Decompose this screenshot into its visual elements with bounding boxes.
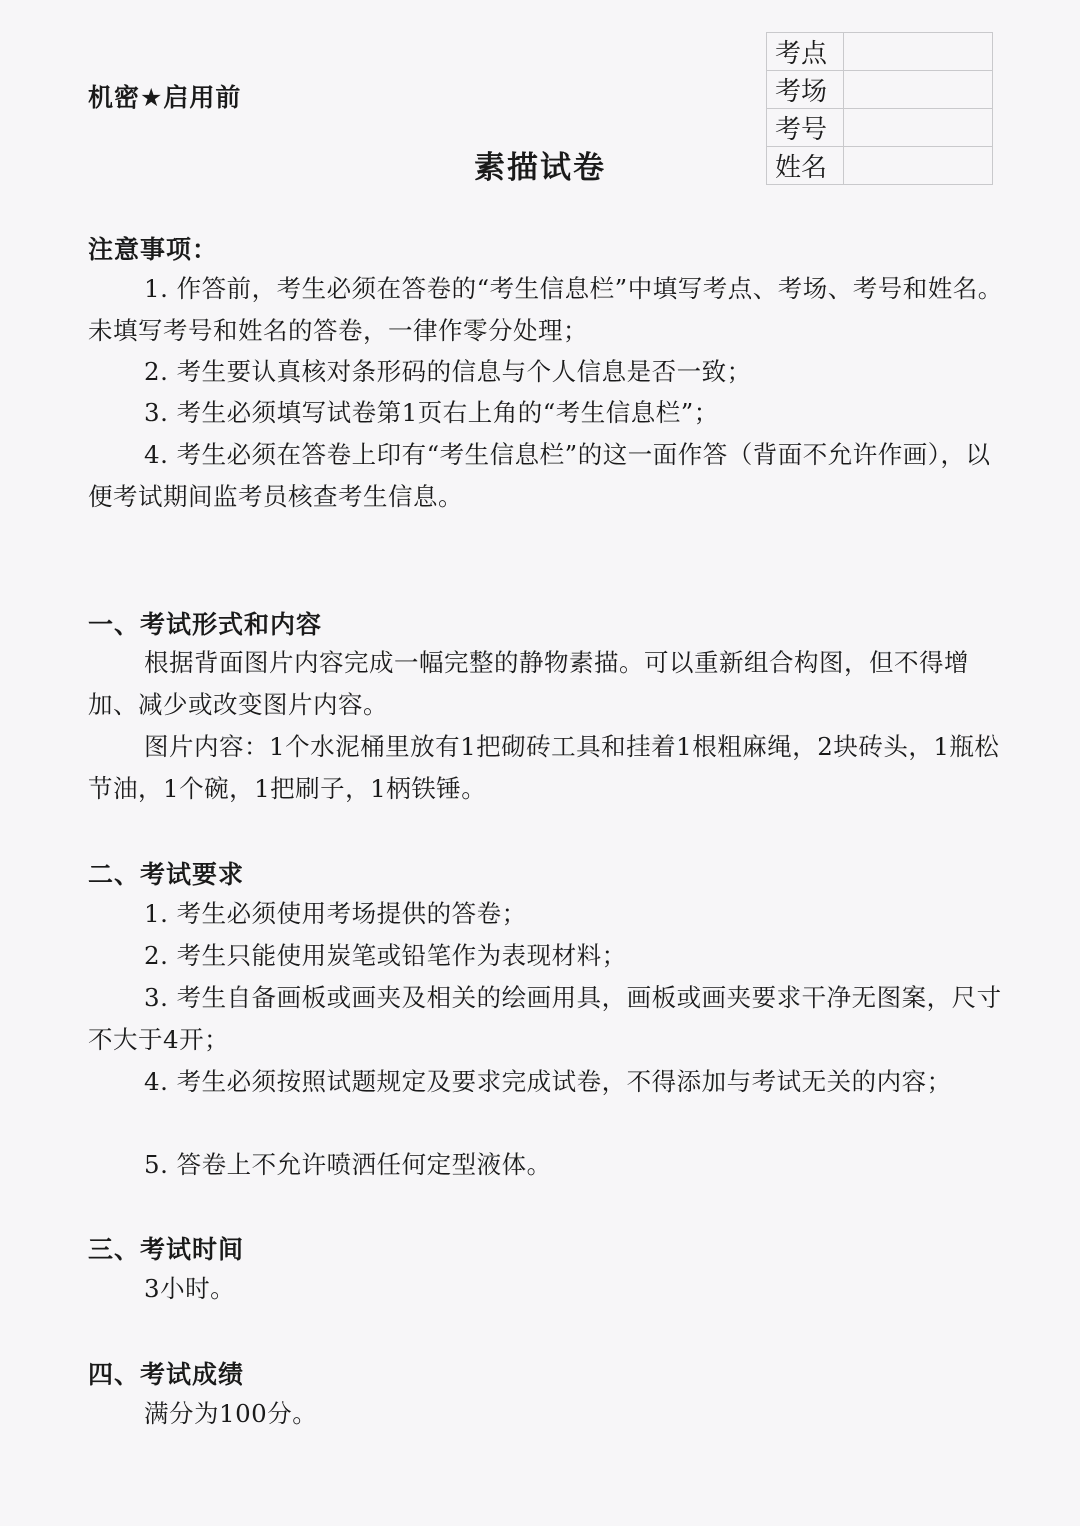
requirement-item: 5. 答卷上不允许喷洒任何定型液体。 (144, 1150, 552, 1179)
info-row-exam-number (767, 109, 993, 147)
requirement-item: 4. 考生必须按照试题规定及要求完成试卷，不得添加与考试无关的内容； (144, 1067, 952, 1096)
exam-site-field (844, 33, 993, 71)
info-row-exam-room (767, 71, 993, 109)
note-item: 3. 考生必须填写试卷第1页右上角的“考生信息栏”； (144, 398, 719, 427)
requirement-item: 2. 考生只能使用炭笔或铅笔作为表现材料； (144, 941, 627, 970)
section-paragraph: 根据背面图片内容完成一幅完整的静物素描。可以重新组合构图，但不得增加、减少或改变图片内容。 (88, 648, 969, 719)
full-score: 满分为100分。 (144, 1399, 318, 1428)
section-heading: 二、考试要求 (88, 860, 245, 889)
section-heading: 一、考试形式和内容 (88, 610, 323, 639)
notes-heading: 注意事项： (88, 235, 219, 264)
exam-number-field (844, 109, 993, 147)
section-paragraph: 图片内容：1个水泥桶里放有1把砌砖工具和挂着1根粗麻绳，2块砖头，1瓶松节油，1个碗，1把刷子，1柄铁锤。 (88, 732, 1000, 803)
info-label: 考点 (767, 33, 844, 71)
requirement-item: 3. 考生自备画板或画夹及相关的绘画用具，画板或画夹要求干净无图案，尺寸不大于4开； (88, 983, 1002, 1054)
page-title: 素描试卷 (474, 150, 606, 186)
note-item: 4. 考生必须在答卷上印有“考生信息栏”的这一面作答（背面不允许作画），以便考试期间监考员核查考生信息。 (88, 440, 991, 511)
info-label: 姓名 (767, 147, 844, 185)
info-label: 考号 (767, 109, 844, 147)
section-heading: 三、考试时间 (88, 1235, 245, 1264)
exam-duration: 3小时。 (144, 1274, 236, 1303)
confidential-mark: 机密★启用前 (88, 83, 242, 112)
requirement-item: 1. 考生必须使用考场提供的答卷； (144, 899, 527, 928)
info-label: 考场 (767, 71, 844, 109)
note-item: 2. 考生要认真核对条形码的信息与个人信息是否一致； (144, 357, 752, 386)
info-row-exam-site (767, 33, 993, 71)
note-item: 1. 作答前，考生必须在答卷的“考生信息栏”中填写考点、考场、考号和姓名。未填写考号和姓名的答卷，一律作零分处理； (88, 274, 1003, 345)
exam-room-field (844, 71, 993, 109)
section-heading: 四、考试成绩 (88, 1360, 245, 1389)
